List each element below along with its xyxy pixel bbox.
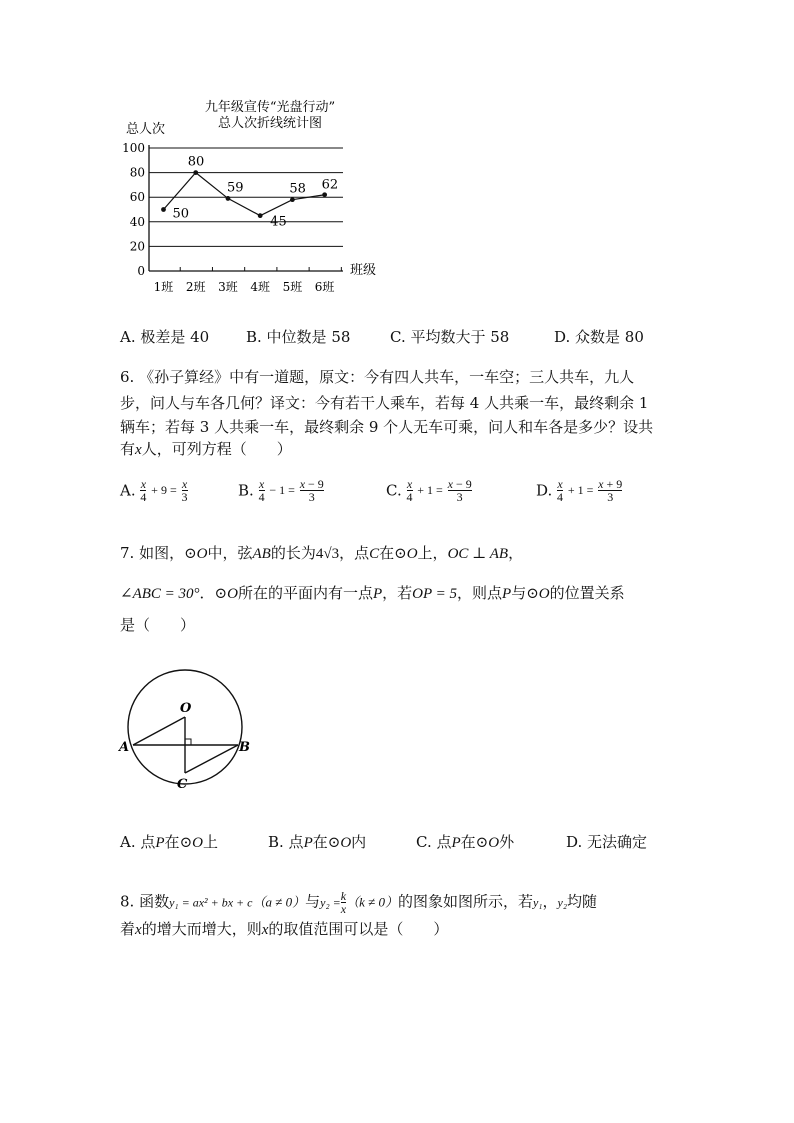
- q8-text-4: 均随: [567, 892, 598, 911]
- condition-k: （k ≠ 0）: [346, 894, 398, 910]
- right-angle-mark: [185, 739, 191, 745]
- line-chart: [110, 95, 400, 300]
- var-x: x: [135, 922, 142, 938]
- point-p: P: [502, 586, 512, 602]
- q8-text-7: 的取值范围可以是（ ）: [268, 920, 449, 938]
- q5-option-d[interactable]: D. 众数是 80: [554, 328, 644, 346]
- chord-length: 4√3: [315, 546, 340, 562]
- y-tick-label: 100: [122, 141, 145, 155]
- y-tick-label: 60: [129, 190, 145, 205]
- q7-text-4: ，点: [339, 544, 370, 562]
- q5-option-b[interactable]: B. 中位数是 58: [246, 328, 351, 346]
- x-axis-label: 班级: [350, 263, 377, 278]
- q7-option-a[interactable]: A. 点P在⊙O上: [120, 833, 218, 851]
- q7-line-3: 是（ ）: [120, 616, 196, 634]
- segment-bc: [185, 745, 238, 773]
- circle-o-symbol: ⊙O: [526, 586, 550, 602]
- q5-option-c[interactable]: C. 平均数大于 58: [390, 328, 510, 346]
- y-tick-label: 80: [129, 165, 145, 180]
- y1-symbol: y₁: [532, 895, 543, 910]
- point-c: C: [369, 546, 380, 562]
- q7-text-9: 所在的平面内有一点: [237, 584, 373, 602]
- data-label: 58: [289, 181, 306, 197]
- q7-text-8: ．: [199, 584, 215, 602]
- x-tick-label: 6班: [314, 280, 335, 294]
- q7-text-2: 中，弦: [207, 544, 253, 562]
- circle-figure: [115, 655, 255, 795]
- data-point: [322, 192, 327, 197]
- data-label: 62: [321, 177, 339, 193]
- data-label: 50: [172, 206, 190, 222]
- data-label: 59: [226, 180, 244, 196]
- circle-o-symbol: ⊙O: [394, 546, 418, 562]
- var-x: x: [261, 922, 269, 938]
- label-a: A: [119, 740, 130, 755]
- label-o: O: [180, 701, 192, 716]
- q8-text-6: 的增大而增大，则: [141, 920, 262, 938]
- circle-o-symbol: ⊙O: [214, 586, 238, 602]
- q6-option-c[interactable]: C. $\frac{x}{4}$ + 1 = $\frac{x - 9}{3}$: [386, 477, 472, 504]
- segment-oa: [133, 717, 185, 745]
- q6-line-4-pre: 有: [120, 440, 136, 458]
- data-point: [161, 207, 166, 212]
- x-tick-label: 4班: [250, 280, 270, 294]
- q6-var-x: x: [135, 442, 142, 458]
- q7-text-5: 在: [379, 544, 395, 562]
- q7-option-d[interactable]: D. 无法确定: [566, 833, 648, 851]
- q6-line-3: 辆车；若每 3 人共乘一车，最终剩余 9 个人无车可乘，问人和车各是多少？设共: [120, 418, 654, 436]
- data-point: [193, 170, 198, 175]
- point-p: P: [372, 586, 383, 602]
- q7-text-12: 与: [511, 584, 527, 602]
- q7-text-7: ，: [508, 544, 524, 562]
- op-condition: OP = 5: [412, 586, 458, 602]
- x-tick-label: 3班: [218, 280, 238, 294]
- x-tick-label: 1班: [153, 280, 174, 294]
- angle-condition: ∠ABC = 30°: [120, 586, 200, 602]
- q7-option-b[interactable]: B. 点P在⊙O内: [268, 833, 367, 851]
- q7-text-6: 上，: [417, 544, 448, 562]
- q6-option-a[interactable]: A. $\frac{x}{4}$ + 9 = $\frac{x}{3}$: [120, 477, 188, 504]
- q7-text-1: 7. 如图，: [120, 544, 185, 562]
- q6-line-1: 6. 《孙子算经》中有一道题，原文：今有四人共车，一车空；三人共车，九人: [120, 368, 635, 386]
- x-tick-label: 5班: [282, 280, 303, 294]
- circle-o-symbol: ⊙O: [184, 546, 208, 562]
- data-point: [226, 196, 231, 201]
- q6-option-b[interactable]: B. $\frac{x}{4}$ − 1 = $\frac{x - 9}{3}$: [238, 477, 324, 504]
- y2-symbol: y₂: [557, 895, 567, 910]
- y-axis-label: 总人次: [126, 122, 166, 137]
- chart-subtitle: 总人次折线统计图: [217, 116, 323, 131]
- label-c: C: [177, 777, 188, 792]
- function-y2: y₂ =: [320, 895, 341, 910]
- q7-option-c[interactable]: C. 点P在⊙O外: [416, 833, 515, 851]
- data-label: 45: [270, 214, 287, 230]
- q7-text-10: ，若: [382, 584, 413, 602]
- q6-option-d[interactable]: D. $\frac{x}{4}$ + 1 = $\frac{x + 9}{3}$: [536, 477, 623, 504]
- q5-option-a[interactable]: A. 极差是 40: [120, 328, 210, 346]
- x-tick-label: 2班: [185, 280, 206, 294]
- data-point: [290, 197, 295, 202]
- q6-line-4-post: 人，可列方程（ ）: [141, 440, 292, 458]
- condition-a: （a ≠ 0）: [252, 894, 306, 910]
- q8-text-1: 8. 函数: [120, 892, 170, 911]
- perpendicular-condition: OC ⊥ AB: [447, 546, 509, 562]
- q6-line-2: 步，问人与车各几何？译文：今有若干人乘车，若每 4 人共乘一车，最终剩余 1: [120, 394, 649, 412]
- y-tick-label: 40: [129, 214, 145, 229]
- data-label: 80: [187, 154, 205, 170]
- q7-text-11: ，则点: [457, 584, 503, 602]
- function-y1: y₁ = ax² + bx + c: [169, 895, 253, 910]
- data-point: [258, 213, 263, 218]
- q7-text-13: 的位置关系: [549, 584, 625, 602]
- q7-text-3: 的长为: [270, 544, 316, 562]
- q8-text-3: 的图象如图所示，若: [397, 892, 533, 911]
- chart-title: 九年级宣传“光盘行动”: [204, 100, 336, 115]
- y-tick-label: 20: [129, 239, 145, 254]
- q8-text-5: 着: [120, 920, 136, 938]
- y-tick-label: 0: [137, 264, 145, 278]
- label-b: B: [239, 740, 250, 755]
- chord-ab: AB: [252, 546, 271, 562]
- q8-text-2: 与: [305, 892, 321, 911]
